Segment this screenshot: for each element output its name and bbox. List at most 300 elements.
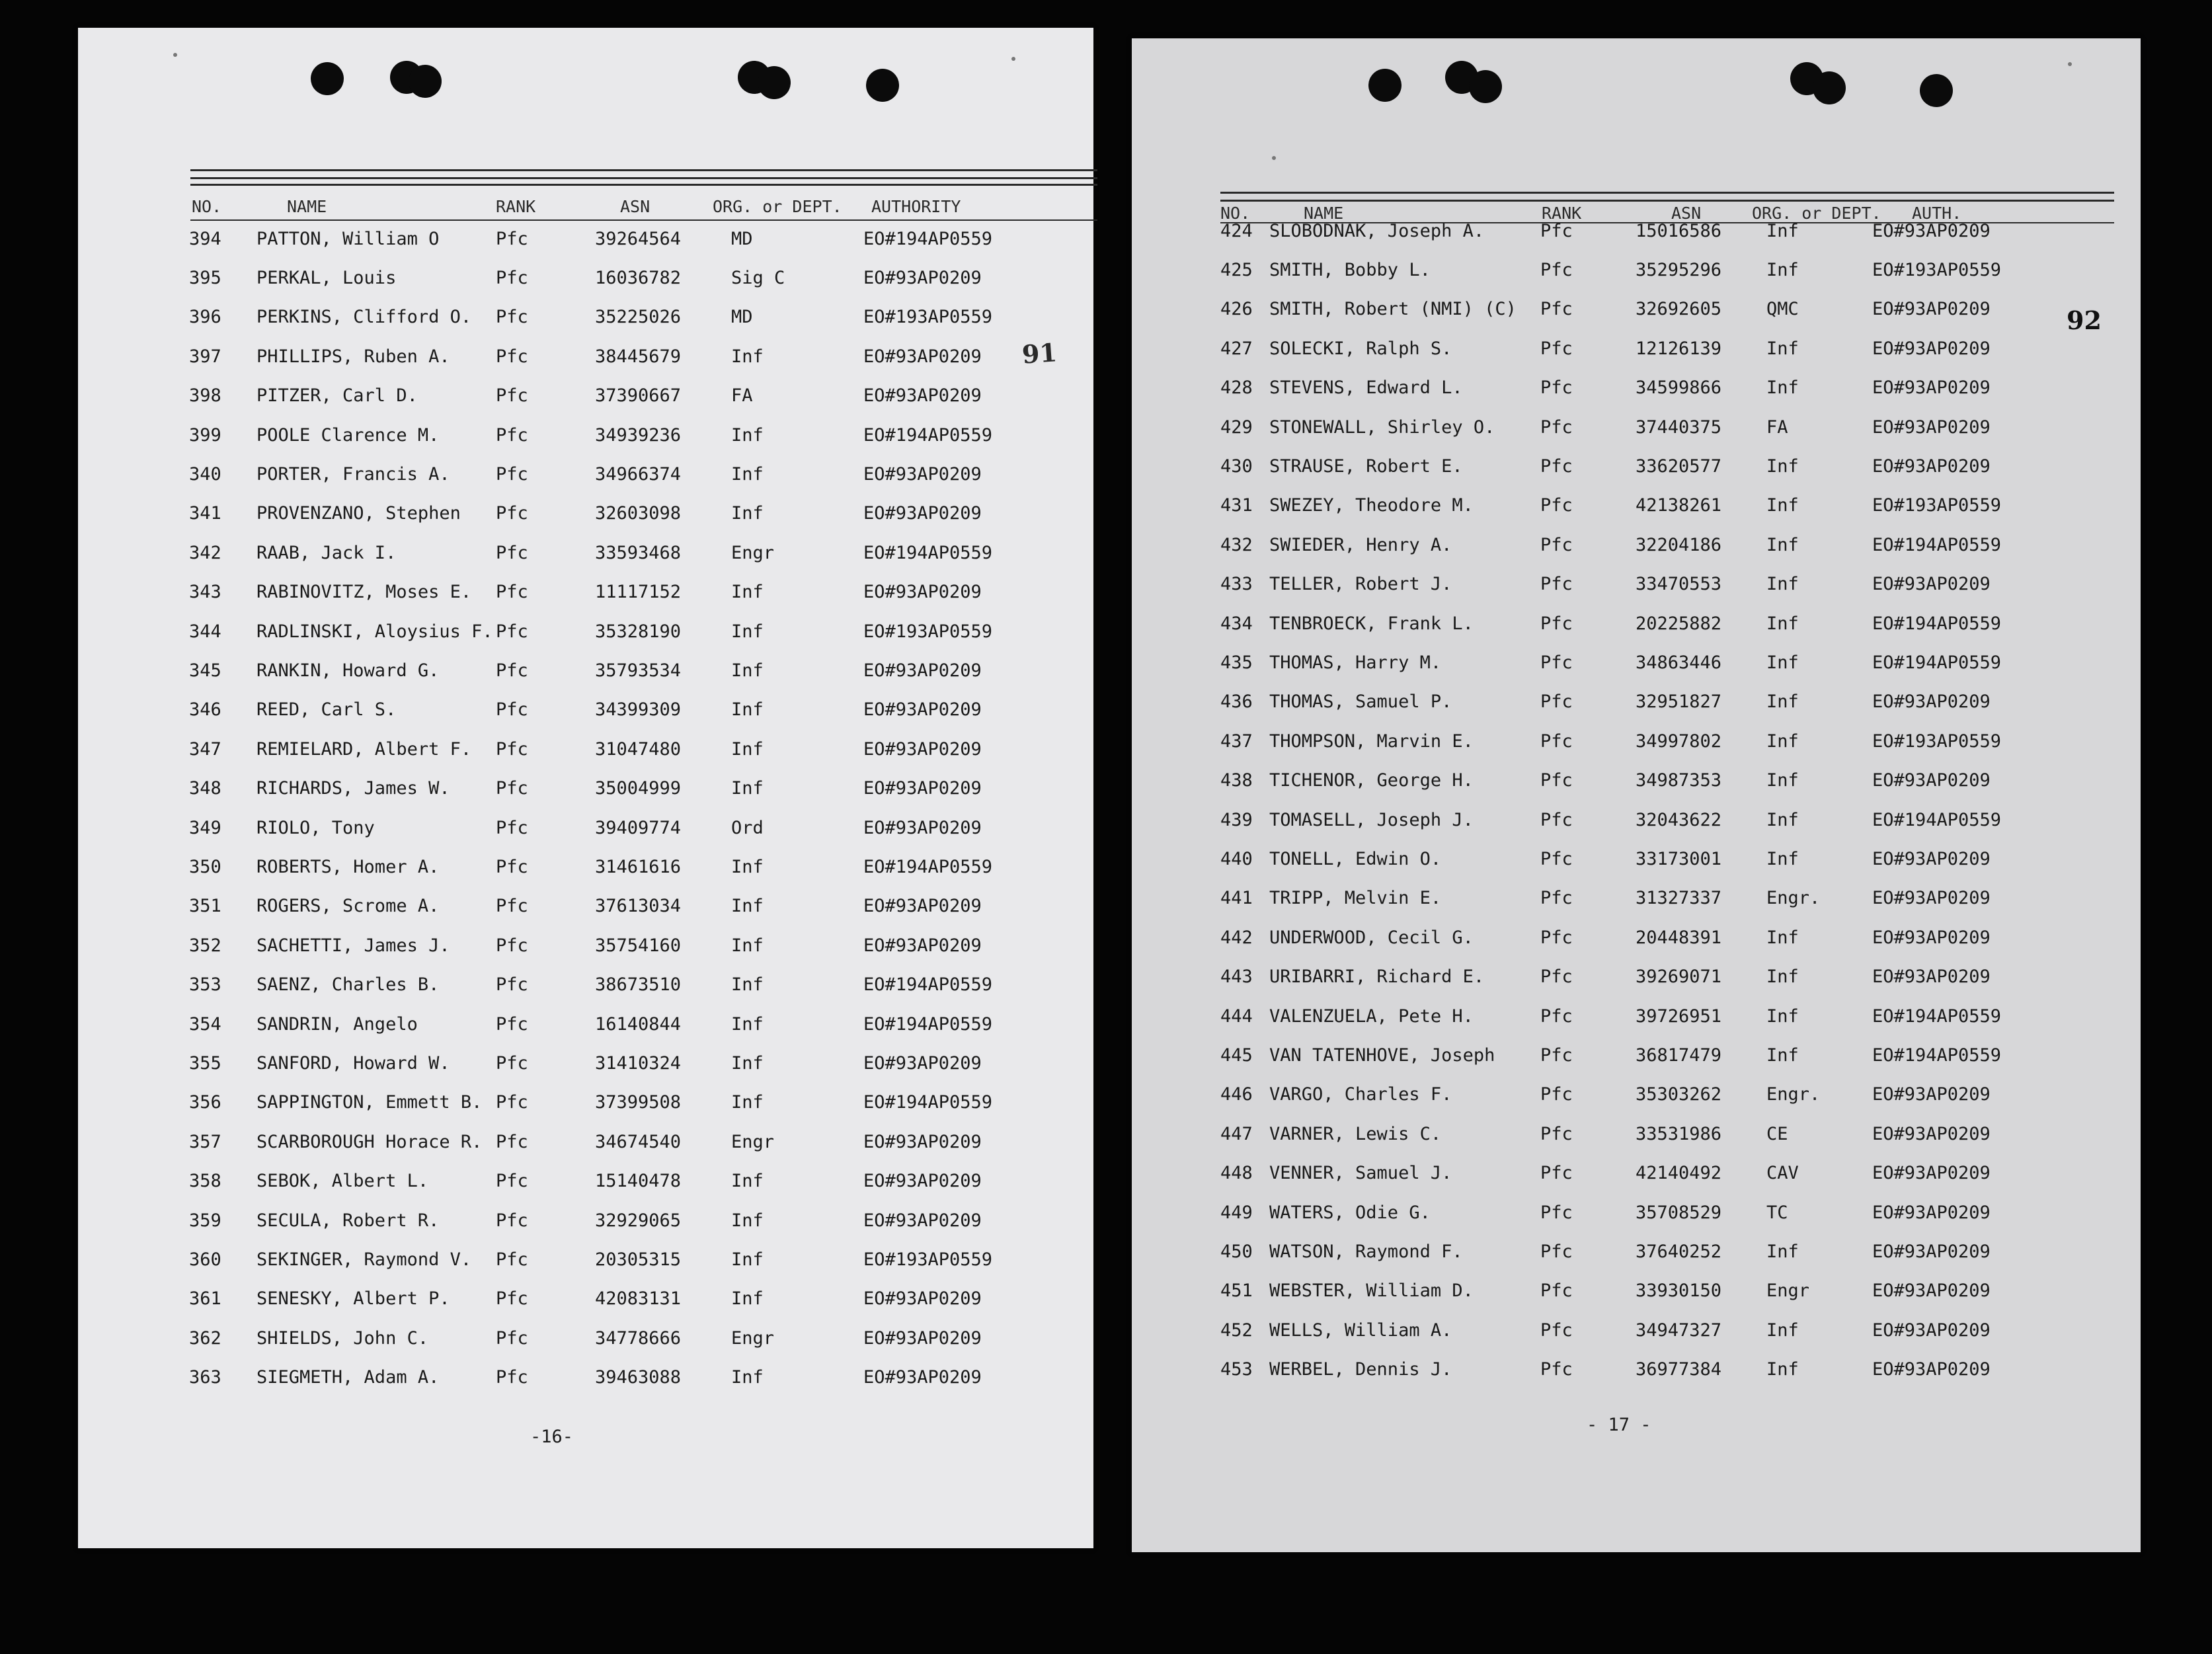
cell-asn: 39264564 xyxy=(595,228,682,249)
table-row xyxy=(1132,879,2141,918)
table-row xyxy=(1132,329,2141,368)
cell-org: Inf xyxy=(1766,1005,1799,1027)
cell-no: 438 xyxy=(1220,770,1253,791)
cell-rank: Pfc xyxy=(1540,730,1573,752)
cell-name: SEBOK, Albert L. xyxy=(257,1171,429,1192)
table-row xyxy=(78,1162,1093,1201)
cell-name: WERBEL, Dennis J. xyxy=(1269,1359,1452,1380)
cell-auth: EO#93AP0209 xyxy=(1872,455,1991,477)
cell-rank: Pfc xyxy=(496,935,528,956)
cell-org: Engr. xyxy=(1766,1084,1821,1105)
cell-no: 441 xyxy=(1220,888,1253,909)
cell-name: REED, Carl S. xyxy=(257,699,397,721)
cell-no: 437 xyxy=(1220,730,1253,752)
cell-asn: 11117152 xyxy=(595,582,682,603)
cell-asn: 36817479 xyxy=(1636,1044,1722,1066)
cell-asn: 36977384 xyxy=(1636,1359,1722,1380)
cell-auth: EO#93AP0209 xyxy=(863,463,982,485)
cell-name: SOLECKI, Ralph S. xyxy=(1269,338,1452,359)
cell-auth: EO#193AP0559 xyxy=(1872,259,2002,280)
cell-no: 434 xyxy=(1220,613,1253,634)
cell-no: 425 xyxy=(1220,259,1253,280)
cell-org: Engr. xyxy=(1766,888,1821,909)
cell-name: RADLINSKI, Aloysius F. xyxy=(257,621,493,642)
cell-auth: EO#93AP0209 xyxy=(1872,1319,1991,1341)
punch-hole xyxy=(1813,71,1846,104)
table-row xyxy=(1132,762,2141,800)
cell-org: Inf xyxy=(1766,730,1799,752)
cell-no: 433 xyxy=(1220,574,1253,595)
cell-no: 350 xyxy=(189,856,221,877)
cell-no: 363 xyxy=(189,1367,221,1388)
cell-auth: EO#93AP0209 xyxy=(863,582,982,603)
cell-org: Inf xyxy=(1766,574,1799,595)
cell-asn: 20225882 xyxy=(1636,613,1722,634)
cell-org: Inf xyxy=(731,582,764,603)
cell-name: URIBARRI, Richard E. xyxy=(1269,966,1485,988)
cell-org: Inf xyxy=(731,1092,764,1113)
table-row xyxy=(1132,212,2141,250)
cell-rank: Pfc xyxy=(496,542,528,563)
cell-auth: EO#93AP0209 xyxy=(863,346,982,367)
cell-asn: 35793534 xyxy=(595,660,682,681)
cell-no: 451 xyxy=(1220,1280,1253,1302)
cell-rank: Pfc xyxy=(496,1327,528,1349)
margin-number: 92 xyxy=(2067,305,2102,335)
cell-no: 341 xyxy=(189,503,221,524)
table-row xyxy=(78,1280,1093,1318)
header-rank: RANK xyxy=(1542,203,1582,223)
cell-auth: EO#194AP0559 xyxy=(863,424,993,446)
cell-asn: 31410324 xyxy=(595,1052,682,1074)
cell-rank: Pfc xyxy=(496,778,528,799)
cell-rank: Pfc xyxy=(496,699,528,721)
table-row xyxy=(78,298,1093,336)
cell-rank: Pfc xyxy=(496,856,528,877)
cell-rank: Pfc xyxy=(496,228,528,249)
cell-no: 344 xyxy=(189,621,221,642)
cell-no: 342 xyxy=(189,542,221,563)
cell-rank: Pfc xyxy=(496,1249,528,1270)
cell-org: Inf xyxy=(1766,534,1799,555)
cell-org: Inf xyxy=(731,1210,764,1231)
cell-asn: 33531986 xyxy=(1636,1123,1722,1144)
cell-rank: Pfc xyxy=(496,307,528,328)
cell-asn: 32204186 xyxy=(1636,534,1722,555)
cell-org: Inf xyxy=(1766,770,1799,791)
cell-name: ROGERS, Scrome A. xyxy=(257,896,440,917)
header-rule xyxy=(190,177,1097,179)
table-row xyxy=(1132,290,2141,329)
header-name: NAME xyxy=(1304,203,1344,223)
cell-asn: 34599866 xyxy=(1636,377,1722,399)
cell-rank: Pfc xyxy=(1540,1163,1573,1184)
cell-no: 340 xyxy=(189,463,221,485)
cell-rank: Pfc xyxy=(1540,1319,1573,1341)
cell-auth: EO#93AP0209 xyxy=(1872,888,1991,909)
table-row xyxy=(1132,251,2141,289)
cell-auth: EO#93AP0209 xyxy=(863,738,982,760)
cell-auth: EO#93AP0209 xyxy=(1872,1359,1991,1380)
cell-org: Inf xyxy=(731,346,764,367)
cell-name: RAAB, Jack I. xyxy=(257,542,397,563)
cell-auth: EO#194AP0559 xyxy=(1872,1044,2002,1066)
table-row xyxy=(1132,1115,2141,1153)
cell-no: 360 xyxy=(189,1249,221,1270)
cell-auth: EO#93AP0209 xyxy=(863,660,982,681)
cell-org: FA xyxy=(1766,416,1788,438)
table-row xyxy=(1132,643,2141,682)
cell-rank: Pfc xyxy=(496,503,528,524)
cell-auth: EO#93AP0209 xyxy=(863,1327,982,1349)
cell-auth: EO#93AP0209 xyxy=(863,1288,982,1310)
cell-name: PERKAL, Louis xyxy=(257,267,397,288)
cell-rank: Pfc xyxy=(1540,888,1573,909)
cell-asn: 37390667 xyxy=(595,385,682,407)
cell-rank: Pfc xyxy=(1540,416,1573,438)
table-row xyxy=(1132,1076,2141,1114)
cell-auth: EO#93AP0209 xyxy=(1872,1280,1991,1302)
cell-name: SANDRIN, Angelo xyxy=(257,1013,418,1035)
cell-org: Inf xyxy=(1766,1319,1799,1341)
cell-auth: EO#93AP0209 xyxy=(1872,416,1991,438)
cell-asn: 16036782 xyxy=(595,267,682,288)
cell-auth: EO#93AP0209 xyxy=(863,699,982,721)
cell-org: Inf xyxy=(1766,809,1799,830)
cell-org: Engr xyxy=(731,1131,775,1152)
header-rule xyxy=(190,184,1097,186)
cell-auth: EO#93AP0209 xyxy=(1872,770,1991,791)
cell-auth: EO#194AP0559 xyxy=(863,228,993,249)
cell-asn: 20448391 xyxy=(1636,927,1722,948)
header-org: ORG. or DEPT. xyxy=(713,196,842,216)
cell-asn: 37613034 xyxy=(595,896,682,917)
cell-auth: EO#93AP0209 xyxy=(1872,691,1991,713)
table-row xyxy=(78,847,1093,886)
table-row xyxy=(78,966,1093,1004)
cell-rank: Pfc xyxy=(496,267,528,288)
table-row xyxy=(1132,1311,2141,1349)
cell-no: 398 xyxy=(189,385,221,407)
cell-org: Inf xyxy=(731,424,764,446)
cell-asn: 34778666 xyxy=(595,1327,682,1349)
table-row xyxy=(78,691,1093,729)
cell-name: UNDERWOOD, Cecil G. xyxy=(1269,927,1474,948)
cell-org: Inf xyxy=(731,463,764,485)
cell-no: 352 xyxy=(189,935,221,956)
cell-asn: 37440375 xyxy=(1636,416,1722,438)
cell-name: SENESKY, Albert P. xyxy=(257,1288,450,1310)
cell-asn: 39726951 xyxy=(1636,1005,1722,1027)
cell-no: 357 xyxy=(189,1131,221,1152)
cell-no: 432 xyxy=(1220,534,1253,555)
table-row xyxy=(1132,1232,2141,1271)
cell-no: 439 xyxy=(1220,809,1253,830)
cell-no: 443 xyxy=(1220,966,1253,988)
cell-name: WEBSTER, William D. xyxy=(1269,1280,1474,1302)
cell-org: QMC xyxy=(1766,299,1799,320)
cell-rank: Pfc xyxy=(496,1052,528,1074)
table-row xyxy=(78,1083,1093,1122)
table-row xyxy=(78,1044,1093,1082)
table-row xyxy=(78,1122,1093,1161)
table-row xyxy=(1132,918,2141,957)
cell-auth: EO#194AP0559 xyxy=(1872,809,2002,830)
cell-no: 358 xyxy=(189,1171,221,1192)
cell-no: 353 xyxy=(189,974,221,996)
table-row xyxy=(78,377,1093,415)
cell-no: 348 xyxy=(189,778,221,799)
cell-name: PERKINS, Clifford O. xyxy=(257,307,472,328)
table-row xyxy=(78,337,1093,375)
cell-no: 345 xyxy=(189,660,221,681)
cell-rank: Pfc xyxy=(496,660,528,681)
cell-name: SAPPINGTON, Emmett B. xyxy=(257,1092,483,1113)
cell-no: 448 xyxy=(1220,1163,1253,1184)
cell-asn: 34997802 xyxy=(1636,730,1722,752)
cell-asn: 32692605 xyxy=(1636,299,1722,320)
cell-auth: EO#93AP0209 xyxy=(1872,1163,1991,1184)
cell-rank: Pfc xyxy=(496,738,528,760)
cell-asn: 33593468 xyxy=(595,542,682,563)
cell-rank: Pfc xyxy=(496,1013,528,1035)
cell-no: 351 xyxy=(189,896,221,917)
cell-rank: Pfc xyxy=(1540,220,1573,241)
cell-org: MD xyxy=(731,307,753,328)
cell-auth: EO#93AP0209 xyxy=(863,385,982,407)
cell-no: 395 xyxy=(189,267,221,288)
cell-rank: Pfc xyxy=(496,621,528,642)
table-row xyxy=(1132,565,2141,604)
cell-org: Inf xyxy=(1766,259,1799,280)
cell-no: 347 xyxy=(189,738,221,760)
cell-org: Inf xyxy=(731,896,764,917)
cell-org: Inf xyxy=(1766,455,1799,477)
cell-name: VARNER, Lewis C. xyxy=(1269,1123,1442,1144)
header-org: ORG. or DEPT. xyxy=(1752,203,1881,223)
right-page xyxy=(1132,38,2141,1552)
cell-org: Inf xyxy=(1766,691,1799,713)
punch-hole xyxy=(1368,69,1402,102)
cell-rank: Pfc xyxy=(1540,377,1573,399)
cell-name: SACHETTI, James J. xyxy=(257,935,450,956)
cell-auth: EO#93AP0209 xyxy=(1872,377,1991,399)
cell-asn: 37399508 xyxy=(595,1092,682,1113)
cell-no: 430 xyxy=(1220,455,1253,477)
cell-rank: Pfc xyxy=(1540,966,1573,988)
cell-org: Inf xyxy=(731,1249,764,1270)
table-row xyxy=(78,730,1093,768)
cell-no: 343 xyxy=(189,582,221,603)
cell-asn: 34987353 xyxy=(1636,770,1722,791)
cell-name: SANFORD, Howard W. xyxy=(257,1052,450,1074)
cell-rank: Pfc xyxy=(496,424,528,446)
table-row xyxy=(78,258,1093,297)
cell-asn: 35295296 xyxy=(1636,259,1722,280)
cell-rank: Pfc xyxy=(1540,613,1573,634)
cell-org: Inf xyxy=(731,1171,764,1192)
cell-auth: EO#93AP0209 xyxy=(1872,574,1991,595)
table-row xyxy=(1132,1351,2141,1389)
cell-name: SMITH, Bobby L. xyxy=(1269,259,1431,280)
cell-org: Inf xyxy=(731,935,764,956)
cell-org: Engr xyxy=(1766,1280,1810,1302)
cell-auth: EO#93AP0209 xyxy=(863,1131,982,1152)
cell-rank: Pfc xyxy=(1540,495,1573,516)
cell-org: Inf xyxy=(1766,377,1799,399)
cell-asn: 34674540 xyxy=(595,1131,682,1152)
cell-name: SHIELDS, John C. xyxy=(257,1327,429,1349)
cell-org: Inf xyxy=(731,621,764,642)
cell-auth: EO#93AP0209 xyxy=(863,1210,982,1231)
cell-name: TELLER, Robert J. xyxy=(1269,574,1452,595)
cell-auth: EO#93AP0209 xyxy=(1872,927,1991,948)
cell-name: TONELL, Edwin O. xyxy=(1269,848,1442,869)
cell-rank: Pfc xyxy=(1540,848,1573,869)
table-row xyxy=(1132,408,2141,446)
cell-name: VALENZUELA, Pete H. xyxy=(1269,1005,1474,1027)
cell-name: SWIEDER, Henry A. xyxy=(1269,534,1452,555)
cell-asn: 33470553 xyxy=(1636,574,1722,595)
cell-no: 435 xyxy=(1220,652,1253,673)
cell-asn: 38673510 xyxy=(595,974,682,996)
cell-name: POOLE Clarence M. xyxy=(257,424,440,446)
cell-auth: EO#93AP0209 xyxy=(1872,1084,1991,1105)
cell-asn: 20305315 xyxy=(595,1249,682,1270)
cell-no: 361 xyxy=(189,1288,221,1310)
cell-rank: Pfc xyxy=(1540,1241,1573,1262)
cell-rank: Pfc xyxy=(496,1131,528,1152)
table-row xyxy=(78,416,1093,454)
cell-asn: 32951827 xyxy=(1636,691,1722,713)
table-row xyxy=(1132,604,2141,643)
cell-org: TC xyxy=(1766,1202,1788,1223)
table-row xyxy=(78,887,1093,925)
cell-no: 349 xyxy=(189,817,221,838)
cell-asn: 31327337 xyxy=(1636,888,1722,909)
cell-rank: Pfc xyxy=(1540,455,1573,477)
header-asn: ASN xyxy=(620,196,651,216)
cell-org: Engr xyxy=(731,1327,775,1349)
cell-org: Inf xyxy=(731,738,764,760)
cell-name: PORTER, Francis A. xyxy=(257,463,450,485)
cell-auth: EO#93AP0209 xyxy=(863,935,982,956)
cell-name: SLOBODNAK, Joseph A. xyxy=(1269,220,1485,241)
cell-asn: 31047480 xyxy=(595,738,682,760)
cell-org: CAV xyxy=(1766,1163,1799,1184)
cell-auth: EO#93AP0209 xyxy=(863,503,982,524)
table-row xyxy=(78,926,1093,965)
cell-rank: Pfc xyxy=(496,1092,528,1113)
cell-no: 440 xyxy=(1220,848,1253,869)
punch-hole xyxy=(409,65,442,98)
cell-no: 446 xyxy=(1220,1084,1253,1105)
cell-no: 427 xyxy=(1220,338,1253,359)
cell-no: 429 xyxy=(1220,416,1253,438)
cell-no: 426 xyxy=(1220,299,1253,320)
cell-rank: Pfc xyxy=(1540,299,1573,320)
cell-rank: Pfc xyxy=(496,974,528,996)
cell-auth: EO#93AP0209 xyxy=(863,896,982,917)
cell-asn: 42083131 xyxy=(595,1288,682,1310)
cell-name: ROBERTS, Homer A. xyxy=(257,856,440,877)
cell-no: 397 xyxy=(189,346,221,367)
cell-no: 394 xyxy=(189,228,221,249)
cell-rank: Pfc xyxy=(496,896,528,917)
cell-org: Inf xyxy=(1766,1044,1799,1066)
cell-name: TICHENOR, George H. xyxy=(1269,770,1474,791)
cell-auth: EO#93AP0209 xyxy=(863,1052,982,1074)
cell-org: Inf xyxy=(731,1367,764,1388)
cell-auth: EO#93AP0209 xyxy=(1872,338,1991,359)
table-row xyxy=(78,533,1093,572)
cell-name: STONEWALL, Shirley O. xyxy=(1269,416,1495,438)
cell-auth: EO#194AP0559 xyxy=(863,1013,993,1035)
cell-org: Inf xyxy=(731,1052,764,1074)
cell-auth: EO#193AP0559 xyxy=(863,307,993,328)
cell-auth: EO#93AP0209 xyxy=(863,1367,982,1388)
cell-no: 355 xyxy=(189,1052,221,1074)
cell-auth: EO#194AP0559 xyxy=(863,856,993,877)
table-row xyxy=(78,1319,1093,1357)
cell-name: THOMAS, Samuel P. xyxy=(1269,691,1452,713)
cell-org: Inf xyxy=(731,699,764,721)
cell-name: REMIELARD, Albert F. xyxy=(257,738,472,760)
cell-rank: Pfc xyxy=(1540,1005,1573,1027)
cell-auth: EO#194AP0559 xyxy=(863,974,993,996)
cell-asn: 35328190 xyxy=(595,621,682,642)
cell-org: Ord xyxy=(731,817,764,838)
margin-number: 91 xyxy=(1021,337,1058,370)
table-row xyxy=(1132,1036,2141,1074)
table-row xyxy=(78,808,1093,847)
table-row xyxy=(1132,840,2141,878)
cell-asn: 15016586 xyxy=(1636,220,1722,241)
cell-no: 356 xyxy=(189,1092,221,1113)
cell-rank: Pfc xyxy=(1540,809,1573,830)
table-row xyxy=(78,612,1093,650)
cell-asn: 35303262 xyxy=(1636,1084,1722,1105)
cell-auth: EO#93AP0209 xyxy=(1872,1241,1991,1262)
cell-rank: Pfc xyxy=(1540,1123,1573,1144)
cell-rank: Pfc xyxy=(1540,927,1573,948)
cell-name: VENNER, Samuel J. xyxy=(1269,1163,1452,1184)
cell-asn: 35004999 xyxy=(595,778,682,799)
cell-org: MD xyxy=(731,228,753,249)
cell-rank: Pfc xyxy=(1540,1359,1573,1380)
cell-asn: 34947327 xyxy=(1636,1319,1722,1341)
cell-rank: Pfc xyxy=(1540,574,1573,595)
cell-asn: 33173001 xyxy=(1636,848,1722,869)
cell-rank: Pfc xyxy=(1540,1202,1573,1223)
table-row xyxy=(78,1201,1093,1240)
cell-rank: Pfc xyxy=(1540,1044,1573,1066)
cell-auth: EO#194AP0559 xyxy=(863,1092,993,1113)
cell-asn: 31461616 xyxy=(595,856,682,877)
cell-no: 445 xyxy=(1220,1044,1253,1066)
table-row xyxy=(78,455,1093,493)
cell-no: 399 xyxy=(189,424,221,446)
table-row xyxy=(78,219,1093,258)
table-row xyxy=(1132,1154,2141,1193)
header-rule xyxy=(1220,192,2114,194)
cell-no: 449 xyxy=(1220,1202,1253,1223)
cell-org: Inf xyxy=(1766,1359,1799,1380)
cell-auth: EO#93AP0209 xyxy=(863,778,982,799)
cell-name: TENBROECK, Frank L. xyxy=(1269,613,1474,634)
page-number: -16- xyxy=(530,1427,574,1447)
cell-org: Inf xyxy=(1766,966,1799,988)
